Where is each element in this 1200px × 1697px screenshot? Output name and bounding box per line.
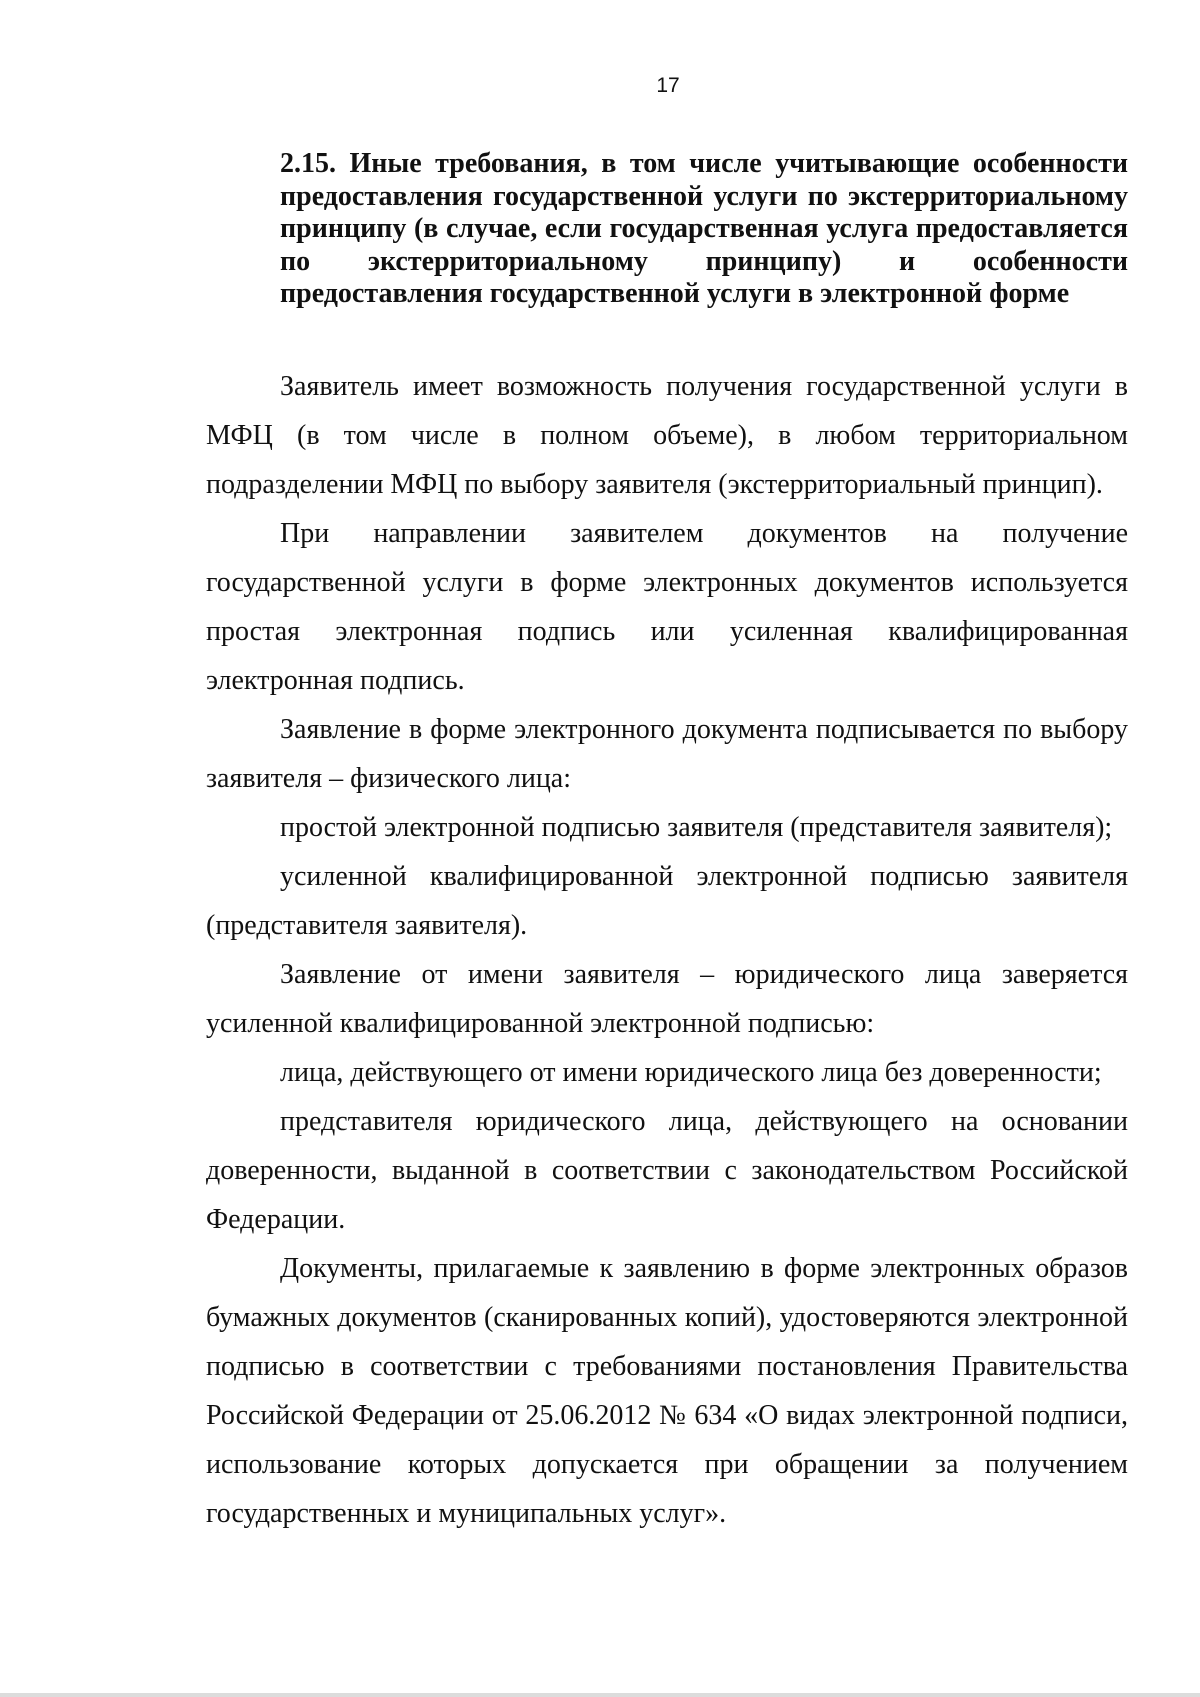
body-text	[206, 362, 1128, 1538]
page-number: 17	[656, 74, 680, 97]
list-item-representative: представителя юридического лица, действующего на основании доверенности, выданной в соответствии с законодательством Российской Федерации.	[206, 1106, 1128, 1235]
page-bottom-edge	[0, 1693, 1200, 1697]
paragraph-legal-entity-signing: Заявление от имени заявителя – юридического лица заверяется усиленной квалифицированной электронной подписью:	[206, 959, 1128, 1039]
list-item-qualified-signature: усиленной квалифицированной электронной подписью заявителя (представителя заявителя).	[206, 861, 1128, 941]
paragraph-attached-documents: Документы, прилагаемые к заявлению в форме электронных образов бумажных документов (сканированных копий), удостоверяются электронной подписью в соответствии с требованиями постановления Правительства Российской Федерации от 25.06.2012 № 634 «О видах электронной подписи, использование которых допускается при обращении за получением государственных и муниципальных услуг».	[206, 1253, 1128, 1529]
paragraph-extraterritorial: Заявитель имеет возможность получения государственной услуги в МФЦ (в том числе в полном объеме), в любом территориальном подразделении МФЦ по выбору заявителя (экстерриториальный принцип).	[206, 371, 1128, 500]
paragraph-electronic-signature: При направлении заявителем документов на получение государственной услуги в форме электронных документов используется простая электронная подпись или усиленная квалифицированная электронная подпись.	[206, 518, 1128, 696]
section-heading: 2.15. Иные требования, в том числе учитывающие особенности предоставления государственной услуги по экстерриториальному принципу (в случае, если государственная услуга предоставляется по экстерриториальному принципу) и особенности предоставления государственной услуги в электронной форме	[280, 148, 1128, 309]
list-item-without-power-of-attorney: лица, действующего от имени юридического лица без доверенности;	[280, 1057, 1102, 1088]
paragraph-individual-signing: Заявление в форме электронного документа подписывается по выбору заявителя – физического лица:	[206, 714, 1128, 794]
list-item-simple-signature: простой электронной подписью заявителя (представителя заявителя);	[280, 812, 1113, 843]
